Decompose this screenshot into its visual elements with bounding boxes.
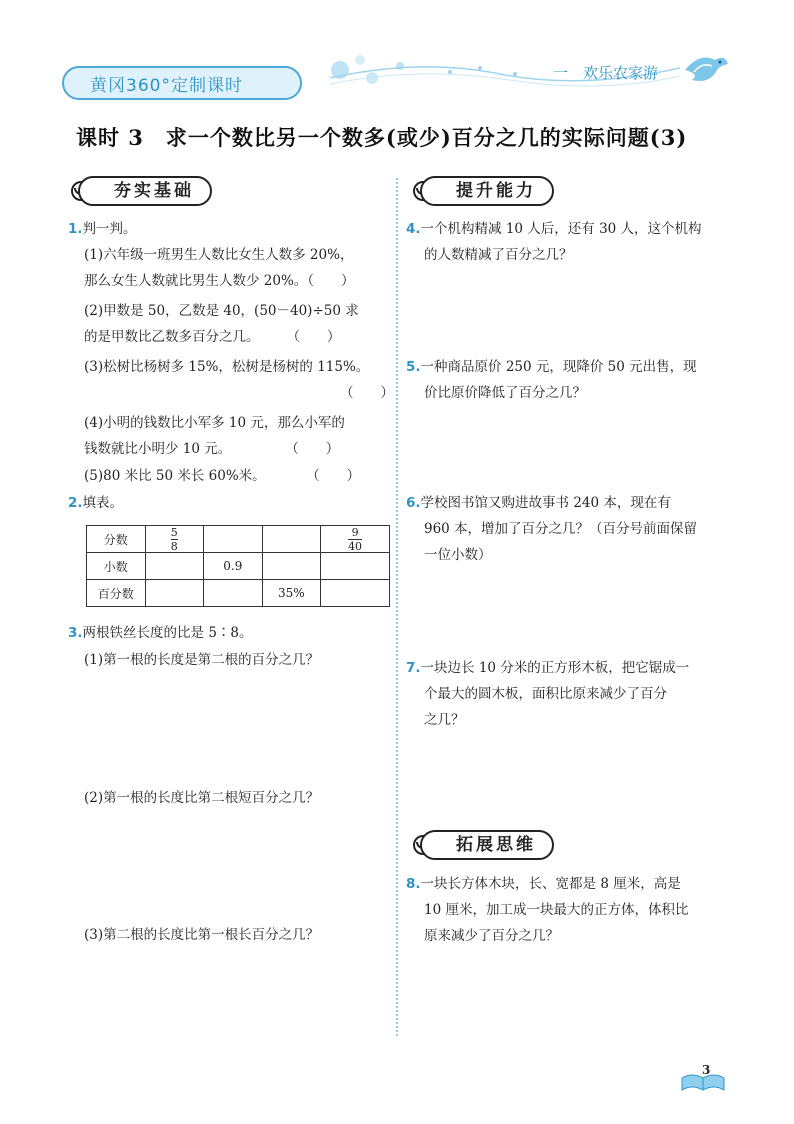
table-cell[interactable]: [204, 526, 263, 553]
question-7: [406, 655, 689, 681]
q6-line-2: 960 本，增加了百分之几？（百分号前面保留: [424, 521, 698, 537]
question-number: 8.: [406, 876, 421, 892]
lesson-title: 课时 3 求一个数比另一个数多(或少)百分之几的实际问题(3): [76, 125, 688, 150]
table-row: [87, 526, 390, 553]
table-cell[interactable]: [145, 580, 204, 607]
q1-line-5: (3)松树比杨树多 15%，松树是杨树的 115%。: [84, 359, 370, 375]
question-8: [406, 871, 681, 897]
question-5: [406, 354, 697, 380]
q7-line-3: 之几？: [424, 712, 465, 728]
question-number: 2.: [68, 495, 83, 511]
table-cell: 百分数: [87, 580, 146, 607]
question-title: 填表。: [82, 495, 124, 511]
q1-line-3: (2)甲数是 50，乙数是 40，(50－40)÷50 求: [84, 303, 359, 319]
question-6: [406, 490, 671, 516]
question-1: [68, 216, 137, 242]
table-cell: 35%: [262, 580, 321, 607]
question-number: 6.: [406, 495, 421, 511]
table-cell: 0.9: [204, 553, 263, 580]
q1-line-9: (5)80 米比 50 米长 60%米。 （ ）: [84, 468, 361, 484]
fraction: $\frac{9}{40}$: [348, 525, 363, 553]
table-cell[interactable]: [204, 580, 263, 607]
question-number: 5.: [406, 359, 421, 375]
fraction: $\frac{5}{8}$: [170, 525, 178, 553]
bird-icon: [680, 50, 730, 94]
q3-sub-2: (2)第一根的长度比第二根短百分之几？: [84, 790, 320, 806]
table-cell[interactable]: [262, 526, 321, 553]
q4-line-2: 的人数精减了百分之几？: [424, 247, 573, 263]
unit-title: 一 欢乐农家游: [553, 64, 659, 82]
q1-line-2: 那么女生人数就比男生人数少 20%。（ ）: [84, 273, 355, 289]
table-row: [87, 580, 390, 607]
q7-line-2: 个最大的圆木板，面积比原来减少了百分: [424, 686, 667, 702]
table-cell: 分数: [87, 526, 146, 553]
brand-text: 黄冈360°定制课时: [90, 76, 243, 96]
question-title: 判一判。: [82, 221, 137, 237]
question-3: [68, 620, 253, 646]
table-cell: 小数: [87, 553, 146, 580]
section-extend: [408, 830, 588, 860]
fill-table: [86, 525, 390, 607]
section-basic: [66, 176, 246, 206]
section-extend-label: 拓展思维: [420, 830, 554, 860]
q1-line-8: 钱数就比小明少 10 元。 （ ）: [84, 441, 340, 457]
q1-line-6: （ ）: [340, 385, 394, 401]
q3-sub-1: (1)第一根的长度是第二根的百分之几？: [84, 652, 320, 668]
table-cell: [321, 526, 390, 553]
question-number: 4.: [406, 221, 421, 237]
q5-line-2: 价比原价降低了百分之几？: [424, 385, 586, 401]
q1-line-4: 的是甲数比乙数多百分之几。 （ ）: [84, 329, 341, 345]
table-cell: [145, 526, 204, 553]
question-title: 两根铁丝长度的比是 5∶8。: [82, 625, 253, 641]
q3-sub-3: (3)第二根的长度比第一根长百分之几？: [84, 927, 320, 943]
q1-line-7: (4)小明的钱数比小军多 10 元，那么小军的: [84, 415, 345, 431]
table-cell[interactable]: [262, 553, 321, 580]
page-number: 3: [702, 1063, 711, 1077]
question-line: 学校图书馆又购进故事书 240 本，现在有: [420, 495, 671, 511]
section-improve-label: 提升能力: [420, 176, 554, 206]
q1-line-1: (1)六年级一班男生人数比女生人数多 20%，: [84, 247, 354, 263]
table-cell[interactable]: [145, 553, 204, 580]
table-row: [87, 553, 390, 580]
question-2: [68, 490, 123, 516]
question-number: 1.: [68, 221, 83, 237]
question-4: [406, 216, 702, 242]
q8-line-2: 10 厘米，加工成一块最大的正方体，体积比: [424, 902, 689, 918]
question-line: 一块长方体木块，长、宽都是 8 厘米，高是: [420, 876, 681, 892]
brand-badge: [62, 66, 302, 100]
column-divider: [396, 178, 398, 1036]
q6-line-3: 一位小数）: [424, 547, 492, 563]
question-line: 一个机构精减 10 人后，还有 30 人，这个机构: [420, 221, 702, 237]
q8-line-3: 原来减少了百分之几？: [424, 928, 559, 944]
question-number: 3.: [68, 625, 83, 641]
question-number: 7.: [406, 660, 421, 676]
section-basic-label: 夯实基础: [78, 176, 212, 206]
question-line: 一块边长 10 分米的正方形木板，把它锯成一: [420, 660, 690, 676]
table-cell[interactable]: [321, 553, 390, 580]
table-cell[interactable]: [321, 580, 390, 607]
question-line: 一种商品原价 250 元，现降价 50 元出售，现: [420, 359, 697, 375]
section-improve: [408, 176, 588, 206]
